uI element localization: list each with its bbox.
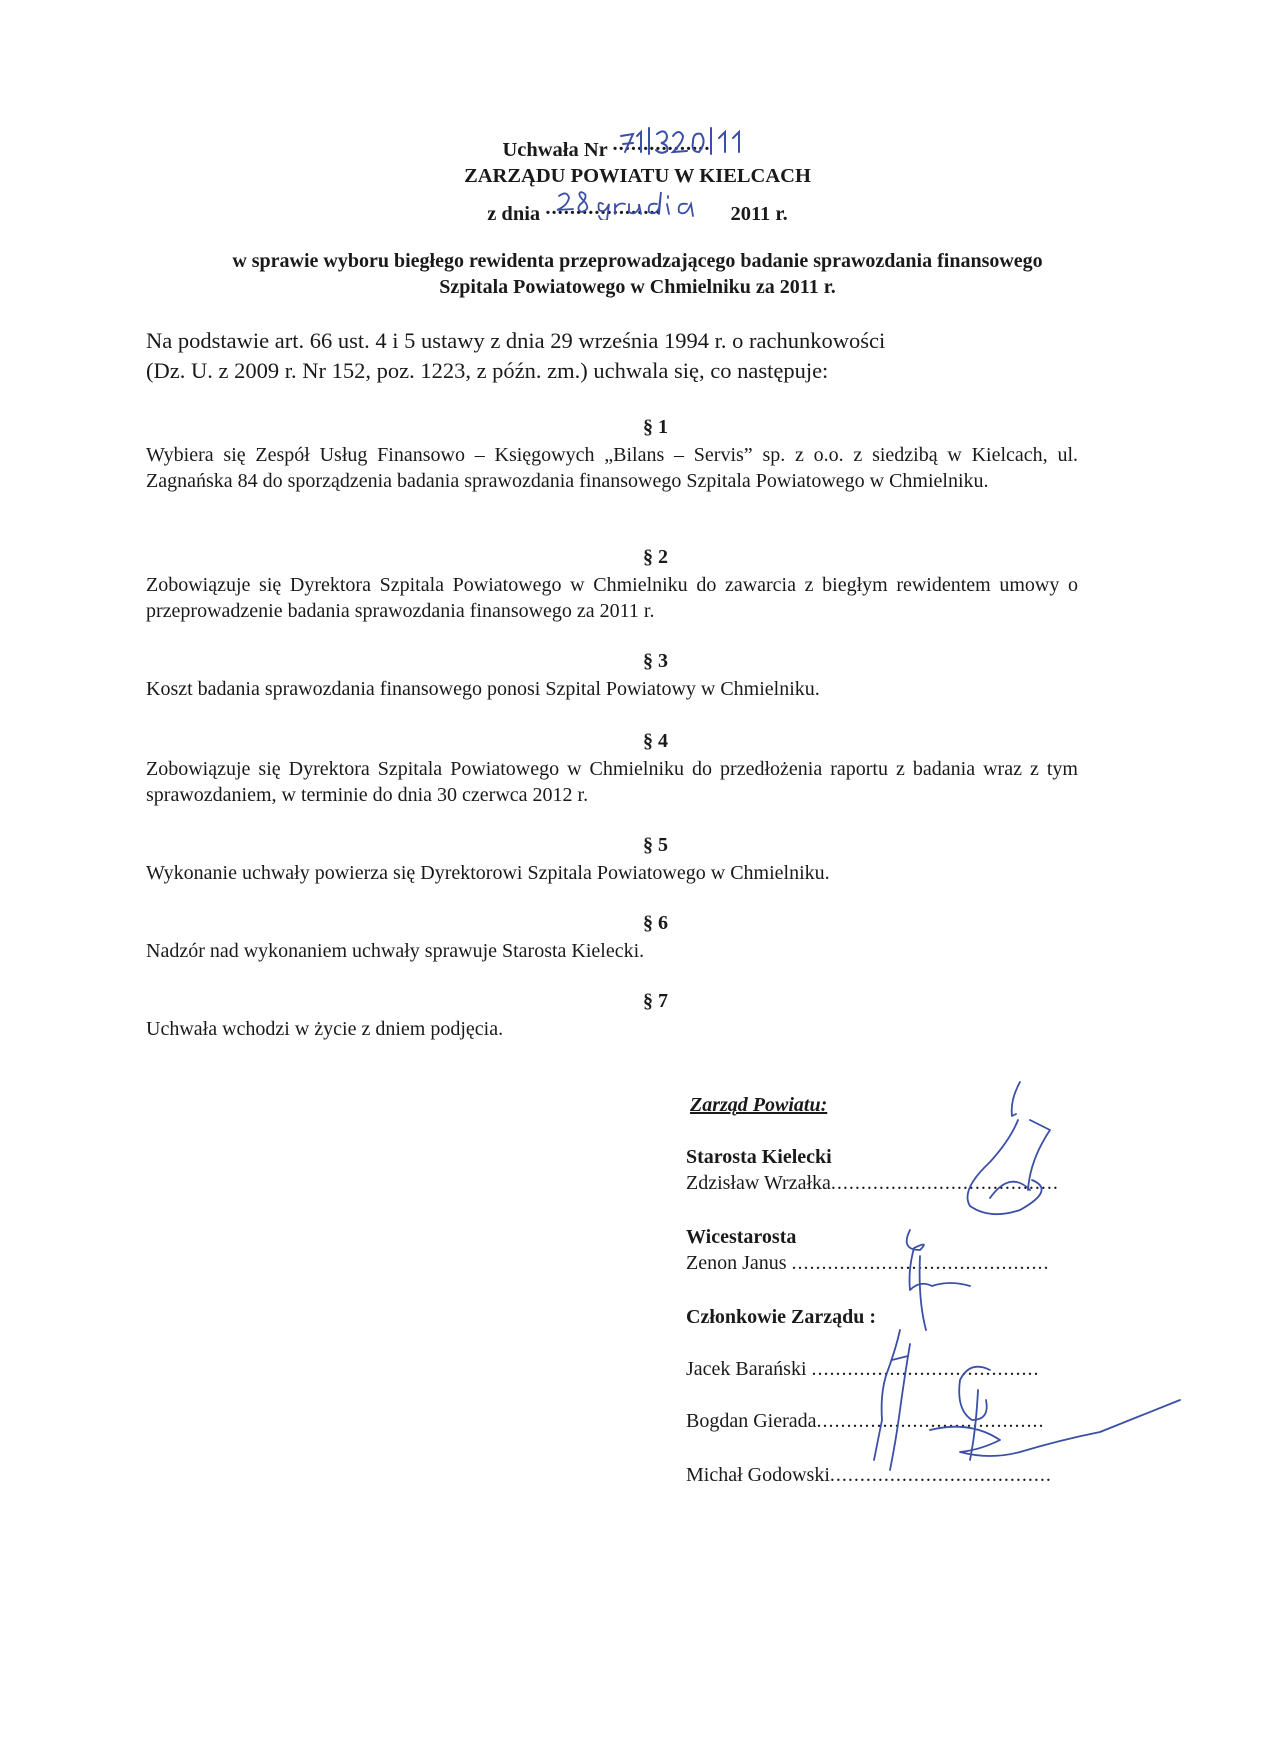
basis-line-1: Na podstawie art. 66 ust. 4 i 5 ustawy z dnia 29 września 1994 r. o rachunkowości — [146, 328, 886, 353]
handwritten-signatures — [860, 1080, 1200, 1500]
section-4-mark: § 4 — [643, 730, 668, 752]
section-3-text: Koszt badania sprawozdania finansowego ponosi Szpital Powiatowy w Chmielniku. — [146, 678, 820, 700]
board-heading: Zarząd Powiatu: — [690, 1094, 828, 1116]
handwritten-number-signature — [613, 122, 773, 156]
section-6-mark: § 6 — [643, 912, 668, 934]
resolution-number-field: ................ — [613, 130, 773, 156]
resolution-date-field: ................... — [545, 194, 725, 220]
section-2-mark: § 2 — [643, 546, 668, 568]
members-title: Członkowie Zarządu : — [686, 1306, 876, 1328]
section-4-text: Zobowiązuje się Dyrektora Szpitala Powiatowego w Chmielniku do przedłożenia raportu z badania wraz z tym sprawozdaniem, w terminie do dnia 30 czerwca 2012 r. — [146, 758, 1078, 806]
starosta-line: Zdzisław Wrzałka...................................... — [686, 1172, 1059, 1194]
section-1-mark: § 1 — [643, 416, 668, 438]
subject-line-1: w sprawie wyboru biegłego rewidenta przeprowadzającego badanie sprawozdania finansowego — [232, 250, 1043, 272]
basis-line-2: (Dz. U. z 2009 r. Nr 152, poz. 1223, z późn. zm.) uchwala się, co następuje: — [146, 358, 829, 383]
member-line: Michał Godowski..................................... — [686, 1464, 1052, 1486]
section-7-text: Uchwała wchodzi w życie z dniem podjęcia. — [146, 1018, 504, 1040]
wicestarosta-title: Wicestarosta — [686, 1226, 797, 1248]
section-5-mark: § 5 — [643, 834, 668, 856]
section-5-text: Wykonanie uchwały powierza się Dyrektorowi Szpitala Powiatowego w Chmielniku. — [146, 862, 830, 884]
section-2-text: Zobowiązuje się Dyrektora Szpitala Powiatowego w Chmielniku do zawarcia z biegłym rewidentem umowy o przeprowadzenie badania sprawozdania finansowego za 2011 r. — [146, 574, 1078, 622]
member-line: Bogdan Gierada...................................... — [686, 1410, 1045, 1432]
wicestarosta-line: Zenon Janus ........................................... — [686, 1252, 1050, 1274]
member-line: Jacek Barański ...................................... — [686, 1358, 1040, 1380]
resolution-number-line: Uchwała Nr ................ — [0, 130, 1275, 162]
section-6-text: Nadzór nad wykonaniem uchwały sprawuje Starosta Kielecki. — [146, 940, 645, 962]
subject-line-2: Szpitala Powiatowego w Chmielniku za 2011 r. — [439, 276, 836, 298]
starosta-title: Starosta Kielecki — [686, 1146, 832, 1168]
resolution-date-line: z dnia ................... 2011 r. — [0, 194, 1275, 226]
section-7-mark: § 7 — [643, 990, 668, 1012]
section-1-text: Wybiera się Zespół Usług Finansowo – Księgowych „Bilans – Servis” sp. z o.o. z siedzibą w Kielcach, ul. Zagnańska 84 do sporządzenia badania sprawozdania finansowego Szpitala Powiatowego w Chmielniku. — [146, 444, 1078, 492]
handwritten-date-signature — [545, 186, 725, 220]
board-name-line: ZARZĄDU POWIATU W KIELCACH — [464, 165, 811, 187]
section-3-mark: § 3 — [643, 650, 668, 672]
